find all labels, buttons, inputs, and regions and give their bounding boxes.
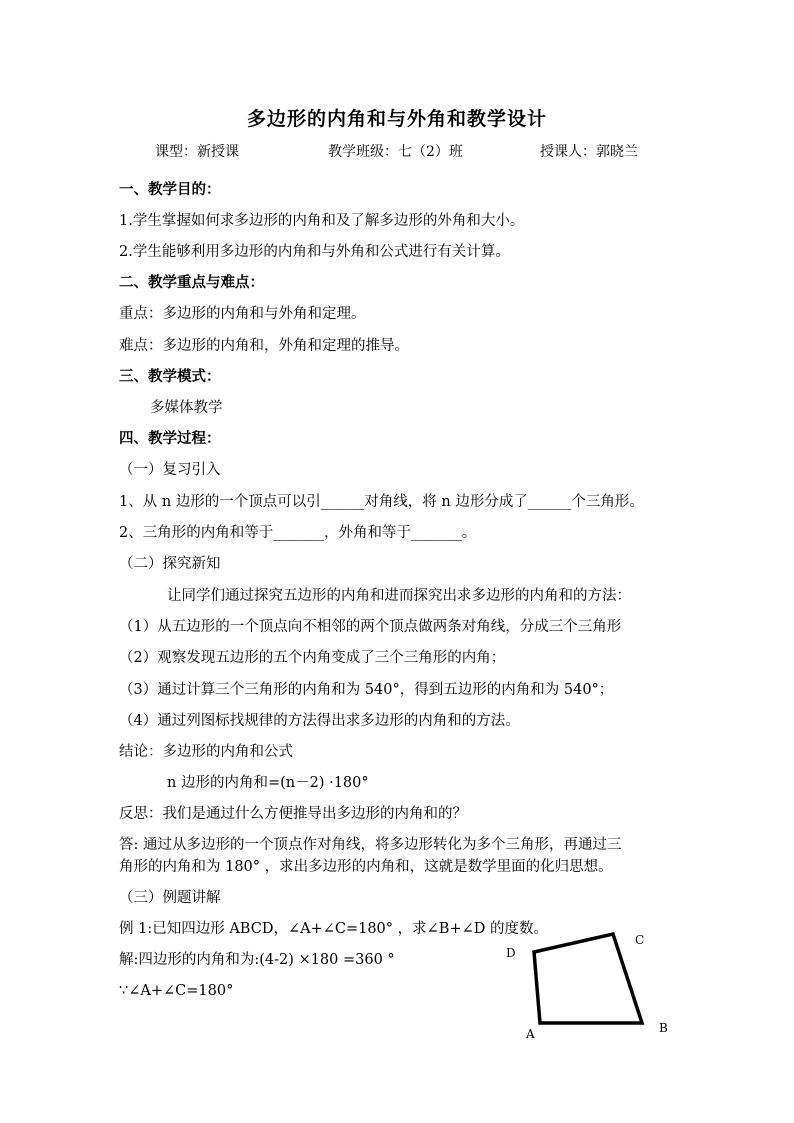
explore-step-4: （4）通过列图标找规律的方法得出求多边形的内角和的方法。	[119, 713, 520, 729]
lesson-type: 课型：新授课	[155, 144, 239, 160]
section-heading-mode: 三、教学模式：	[119, 368, 221, 385]
conclusion: 结论：多边形的内角和公式	[119, 744, 293, 760]
quadrilateral-figure	[500, 920, 690, 1050]
process-heading-explore: （二）探究新知	[119, 556, 221, 572]
section-heading-key-points: 二、教学重点与难点：	[119, 274, 264, 291]
vertex-label-d: D	[506, 946, 516, 960]
example-1: 例 1:已知四边形 ABCD，∠A+∠C=180° ，求∠B+∠D 的度数。	[119, 921, 548, 937]
explore-step-3: （3）通过计算三个三角形的内角和为 540°，得到五边形的内角和为 540°；	[119, 682, 614, 698]
review-question-2: 2、三角形的内角和等于_______，外角和等于_______。	[119, 525, 477, 541]
process-heading-review: （一）复习引入	[119, 462, 221, 478]
vertex-label-a: A	[526, 1027, 535, 1041]
answer-line-2: 角形的内角和为 180° ，求出多边形的内角和，这就是数学里面的化归思想。	[119, 859, 613, 875]
review-question-1: 1、从 n 边形的一个顶点可以引______对角线，将 n 边形分成了______个三角形。	[119, 494, 644, 510]
process-heading-examples: （三）例题讲解	[119, 890, 221, 906]
page-title: 多边形的内角和与外角和教学设计	[246, 108, 547, 130]
difficulty-point: 难点：多边形的内角和，外角和定理的推导。	[119, 338, 409, 354]
section-heading-objectives: 一、教学目的：	[119, 181, 221, 198]
formula: n 边形的内角和=(n－2) ·180°	[167, 775, 369, 791]
quadrilateral-abcd	[534, 933, 645, 1023]
vertex-label-b: B	[659, 1021, 668, 1035]
class-info: 教学班级：七（2）班	[328, 144, 463, 160]
objective-item-2: 2.学生能够利用多边形的内角和与外角和公式进行有关计算。	[119, 244, 510, 260]
explore-intro: 让同学们通过探究五边形的内角和进而探究出求多边形的内角和的方法：	[167, 588, 631, 604]
explore-step-2: （2）观察发现五边形的五个内角变成了三个三角形的内角；	[119, 650, 506, 666]
teacher-info: 授课人：郭晓兰	[540, 144, 638, 160]
solution-1: 解:四边形的内角和为:(4-2) ×180 =360 °	[119, 952, 395, 968]
objective-item-1: 1.学生掌握如何求多边形的内角和及了解多边形的外角和大小。	[119, 213, 525, 229]
answer-line-1: 答: 通过从多边形的一个顶点作对角线，将多边形转化为多个三角形，再通过三	[119, 837, 622, 853]
reflection: 反思：我们是通过什么方便推导出多边形的内角和的？	[119, 806, 467, 822]
explore-step-1: （1）从五边形的一个顶点向不相邻的两个顶点做两条对角线，分成三个三角形	[119, 619, 622, 635]
vertex-label-c: C	[635, 933, 645, 947]
teaching-mode: 多媒体教学	[150, 400, 223, 416]
key-point: 重点：多边形的内角和与外角和定理。	[119, 306, 366, 322]
section-heading-process: 四、教学过程：	[119, 430, 221, 447]
because-1: ∵∠A+∠C=180°	[119, 983, 234, 999]
